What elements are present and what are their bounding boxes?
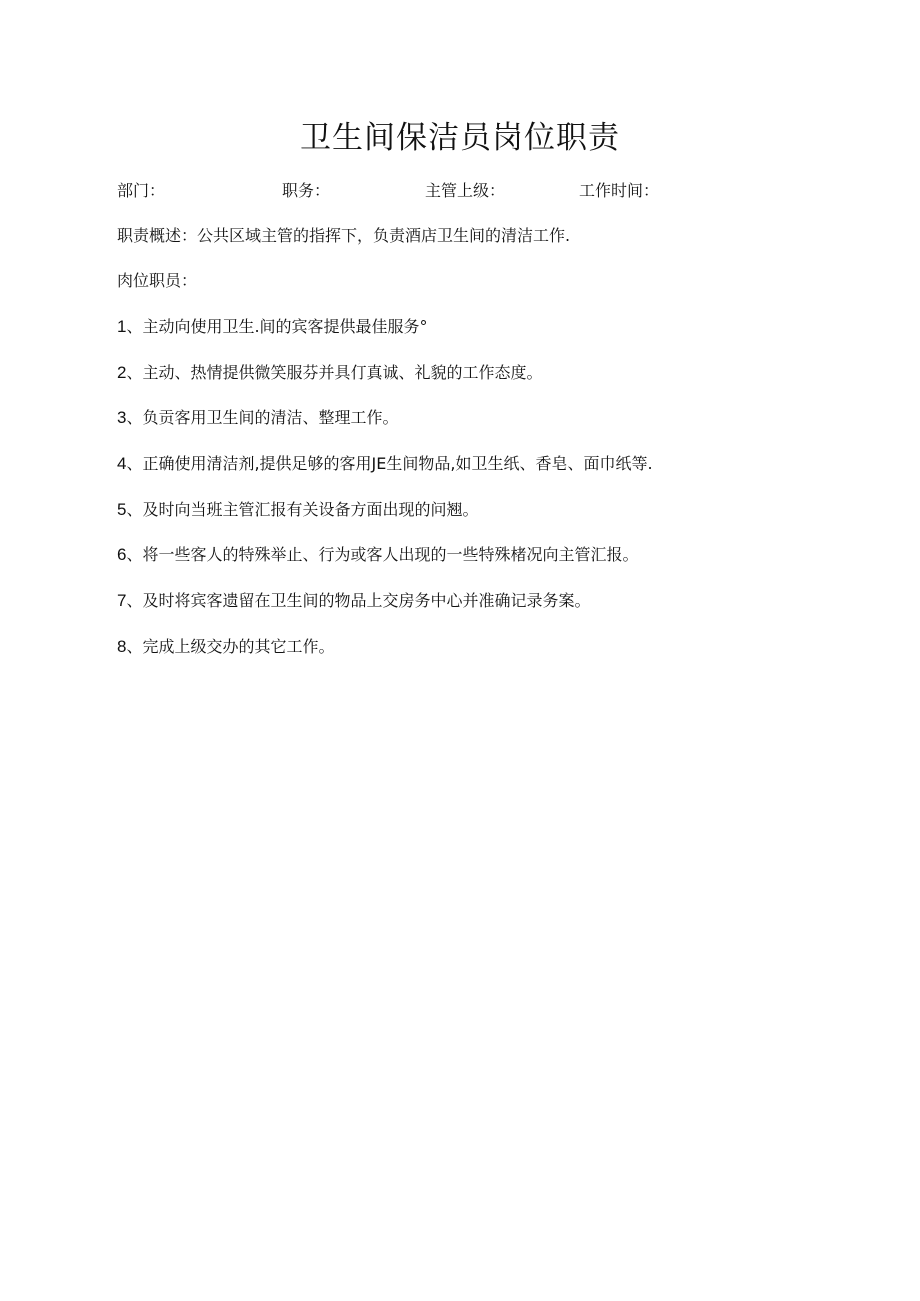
department-label: 部门： (117, 181, 166, 200)
position-label: 职务： (282, 181, 331, 200)
duty-item (117, 451, 653, 477)
duty-text: 、负贡客用卫生间的清洁、整理工作。 (126, 408, 399, 427)
duty-number: 1 (117, 317, 127, 336)
duty-number: 5 (117, 500, 127, 519)
duty-item (117, 314, 428, 340)
duty-number: 6 (117, 545, 127, 564)
duty-number: 7 (117, 591, 127, 610)
duty-text: 、完成上级交办的其它工作。 (126, 637, 335, 656)
duty-text: 、将一些客人的特殊举止、行为或客人出现的一些特殊楮况向主管汇报。 (126, 545, 639, 564)
duty-text: 、主动向使用卫生.间的宾客提供最佳服务° (126, 317, 428, 336)
duty-number: 2 (117, 363, 127, 382)
duty-text: 、正确使用清洁剂,提供足够的客用JE生间物品,如卫生纸、香皂、面巾纸等. (126, 454, 653, 473)
summary-paragraph: 职责概述：公共区域主管的指挥下，负责酒店卫生间的清洁工作. (117, 226, 571, 245)
work-time-label: 工作时间： (579, 181, 660, 200)
duty-item (117, 542, 638, 568)
duty-item (117, 405, 398, 431)
duty-item (117, 360, 542, 386)
duty-text: 、及时将宾客遗留在卫生间的物品上交房务中心并准确记录务案。 (126, 591, 591, 610)
duties-heading: 肉位职员： (117, 271, 198, 290)
duty-text: 、主动、热情提供微笑服芬并具仃真诚、礼貌的工作态度。 (126, 363, 543, 382)
duty-number: 8 (117, 637, 127, 656)
duty-item (117, 588, 590, 614)
document-title: 卫生间保洁员岗位职责 (300, 120, 620, 156)
duty-text: 、及时向当班主管汇报有关设备方面出现的问翘。 (126, 500, 479, 519)
supervisor-label: 主管上级： (425, 181, 506, 200)
duty-item (117, 497, 478, 523)
duty-number: 4 (117, 454, 127, 473)
meta-row (0, 178, 920, 204)
duty-number: 3 (117, 408, 127, 427)
duty-item (117, 634, 334, 660)
